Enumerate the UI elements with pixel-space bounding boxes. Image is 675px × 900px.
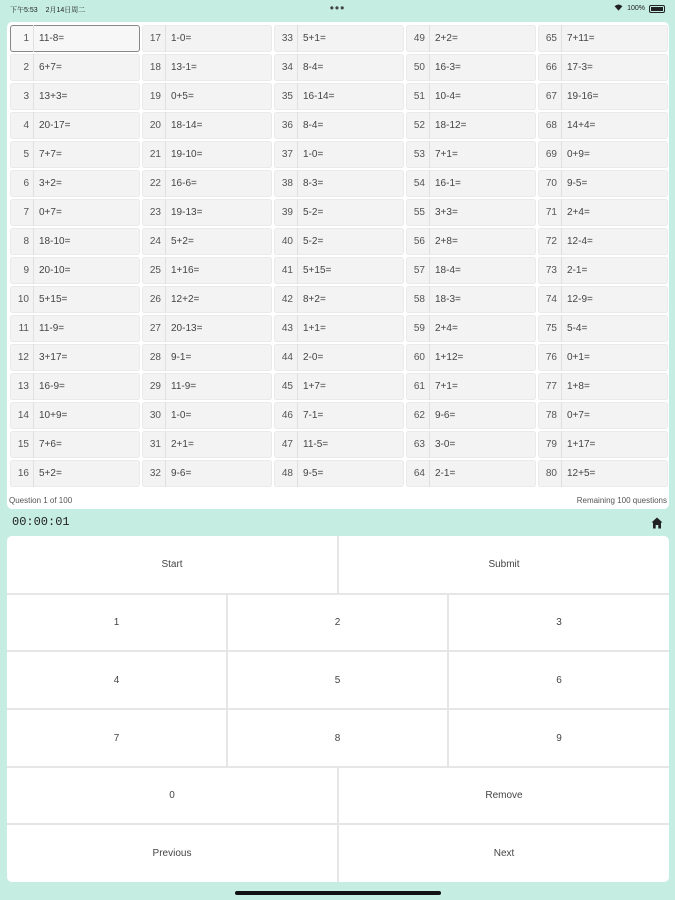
- previous-button[interactable]: Previous: [7, 825, 337, 882]
- question-number: 2: [10, 54, 34, 81]
- question-number: 71: [538, 199, 562, 226]
- question-text: 18-12=: [435, 120, 467, 131]
- question-number: 21: [142, 141, 166, 168]
- question-text: 0+9=: [567, 149, 590, 160]
- question-text: 2+4=: [435, 323, 458, 334]
- question-cell[interactable]: [10, 460, 140, 487]
- question-text: 9-6=: [435, 410, 456, 421]
- question-column: [9, 24, 141, 496]
- question-text: 13-1=: [171, 62, 197, 73]
- question-number: 9: [10, 257, 34, 284]
- question-counter: Question 1 of 100: [9, 496, 73, 505]
- start-button[interactable]: Start: [7, 536, 337, 593]
- question-text: 8-4=: [303, 62, 324, 73]
- question-cell[interactable]: [406, 199, 536, 226]
- question-cell[interactable]: [142, 460, 272, 487]
- question-cell[interactable]: [274, 54, 404, 81]
- question-number: 10: [10, 286, 34, 313]
- question-cell[interactable]: [406, 170, 536, 197]
- question-number: 30: [142, 402, 166, 429]
- question-text: 3+3=: [435, 207, 458, 218]
- question-number: 42: [274, 286, 298, 313]
- question-text: 1+16=: [171, 265, 200, 276]
- question-cell[interactable]: [142, 170, 272, 197]
- question-number: 68: [538, 112, 562, 139]
- question-cell[interactable]: [10, 228, 140, 255]
- question-text: 6+7=: [39, 62, 62, 73]
- question-text: 5-4=: [567, 323, 588, 334]
- question-text: 1+1=: [303, 323, 326, 334]
- question-text: 16-3=: [435, 62, 461, 73]
- question-cell[interactable]: [538, 54, 668, 81]
- question-number: 61: [406, 373, 430, 400]
- question-text: 1-0=: [171, 33, 192, 44]
- question-cell[interactable]: [538, 25, 668, 52]
- question-text: 8-4=: [303, 120, 324, 131]
- question-cell[interactable]: [10, 25, 140, 52]
- question-text: 9-6=: [171, 468, 192, 479]
- question-text: 11-8=: [39, 33, 65, 44]
- question-cell[interactable]: [142, 54, 272, 81]
- question-number: 29: [142, 373, 166, 400]
- question-text: 9-1=: [171, 352, 192, 363]
- question-cell[interactable]: [406, 373, 536, 400]
- question-number: 1: [10, 25, 34, 52]
- question-text: 5+1=: [303, 33, 326, 44]
- key-8[interactable]: 8: [228, 710, 447, 766]
- question-number: 53: [406, 141, 430, 168]
- remove-button[interactable]: Remove: [339, 768, 669, 823]
- key-2[interactable]: 2: [228, 595, 447, 650]
- question-number: 44: [274, 344, 298, 371]
- question-text: 5+2=: [171, 236, 194, 247]
- question-number: 76: [538, 344, 562, 371]
- question-text: 2-0=: [303, 352, 324, 363]
- question-number: 34: [274, 54, 298, 81]
- question-text: 11-9=: [39, 323, 65, 334]
- question-number: 70: [538, 170, 562, 197]
- question-cell[interactable]: [538, 373, 668, 400]
- question-text: 18-4=: [435, 265, 461, 276]
- question-text: 16-1=: [435, 178, 461, 189]
- question-number: 54: [406, 170, 430, 197]
- battery-icon: [649, 5, 665, 13]
- question-text: 0+5=: [171, 91, 194, 102]
- question-number: 3: [10, 83, 34, 110]
- question-cell[interactable]: [274, 25, 404, 52]
- question-text: 1-0=: [171, 410, 192, 421]
- question-cell[interactable]: [538, 286, 668, 313]
- question-number: 45: [274, 373, 298, 400]
- question-number: 36: [274, 112, 298, 139]
- question-number: 72: [538, 228, 562, 255]
- question-text: 18-3=: [435, 294, 461, 305]
- question-number: 4: [10, 112, 34, 139]
- question-cell[interactable]: [538, 83, 668, 110]
- question-text: 12-9=: [567, 294, 593, 305]
- question-cell[interactable]: [274, 170, 404, 197]
- question-cell[interactable]: [10, 141, 140, 168]
- question-cell[interactable]: [274, 460, 404, 487]
- question-cell[interactable]: [142, 25, 272, 52]
- question-cell[interactable]: [142, 373, 272, 400]
- question-number: 37: [274, 141, 298, 168]
- question-grid: [9, 24, 669, 496]
- question-number: 13: [10, 373, 34, 400]
- question-text: 16-6=: [171, 178, 197, 189]
- question-cell[interactable]: [10, 83, 140, 110]
- question-number: 19: [142, 83, 166, 110]
- question-text: 16-14=: [303, 91, 335, 102]
- timer: 00:00:01: [12, 515, 70, 529]
- question-cell[interactable]: [406, 54, 536, 81]
- question-number: 33: [274, 25, 298, 52]
- question-number: 22: [142, 170, 166, 197]
- question-number: 57: [406, 257, 430, 284]
- question-number: 50: [406, 54, 430, 81]
- question-cell[interactable]: [538, 170, 668, 197]
- question-text: 8-3=: [303, 178, 324, 189]
- question-cell[interactable]: [142, 286, 272, 313]
- question-cell[interactable]: [10, 112, 140, 139]
- question-number: 47: [274, 431, 298, 458]
- question-cell[interactable]: [10, 431, 140, 458]
- question-grid-panel: [7, 22, 669, 509]
- key-4[interactable]: 4: [7, 652, 226, 708]
- question-number: 51: [406, 83, 430, 110]
- key-5[interactable]: 5: [228, 652, 447, 708]
- battery-percent: 100%: [627, 5, 645, 12]
- question-text: 17-3=: [567, 62, 593, 73]
- question-cell[interactable]: [406, 460, 536, 487]
- multitasking-dots[interactable]: •••: [329, 1, 346, 15]
- question-cell[interactable]: [10, 199, 140, 226]
- question-cell[interactable]: [538, 344, 668, 371]
- status-time: 下午5:53: [10, 7, 38, 14]
- question-text: 16-9=: [39, 381, 65, 392]
- key-6[interactable]: 6: [449, 652, 669, 708]
- question-cell[interactable]: [538, 228, 668, 255]
- question-number: 55: [406, 199, 430, 226]
- question-number: 17: [142, 25, 166, 52]
- question-text: 10+9=: [39, 410, 68, 421]
- question-number: 73: [538, 257, 562, 284]
- question-number: 28: [142, 344, 166, 371]
- question-text: 5+2=: [39, 468, 62, 479]
- question-column: [537, 24, 669, 496]
- question-text: 3+2=: [39, 178, 62, 189]
- question-number: 41: [274, 257, 298, 284]
- key-7[interactable]: 7: [7, 710, 226, 766]
- question-cell[interactable]: [406, 228, 536, 255]
- key-9[interactable]: 9: [449, 710, 669, 766]
- key-3[interactable]: 3: [449, 595, 669, 650]
- question-number: 46: [274, 402, 298, 429]
- question-text: 11-5=: [303, 439, 329, 450]
- question-text: 0+1=: [567, 352, 590, 363]
- question-text: 1+7=: [303, 381, 326, 392]
- question-text: 9-5=: [567, 178, 588, 189]
- question-cell[interactable]: [142, 431, 272, 458]
- question-text: 19-10=: [171, 149, 203, 160]
- question-number: 62: [406, 402, 430, 429]
- question-number: 43: [274, 315, 298, 342]
- question-number: 48: [274, 460, 298, 487]
- question-text: 9-5=: [303, 468, 324, 479]
- question-text: 19-16=: [567, 91, 599, 102]
- question-cell[interactable]: [406, 344, 536, 371]
- question-text: 1+12=: [435, 352, 464, 363]
- question-number: 58: [406, 286, 430, 313]
- question-number: 6: [10, 170, 34, 197]
- question-number: 35: [274, 83, 298, 110]
- question-cell[interactable]: [406, 141, 536, 168]
- question-cell[interactable]: [10, 257, 140, 284]
- question-text: 20-17=: [39, 120, 71, 131]
- question-text: 13+3=: [39, 91, 68, 102]
- question-cell[interactable]: [406, 286, 536, 313]
- question-cell[interactable]: [274, 83, 404, 110]
- question-cell[interactable]: [10, 402, 140, 429]
- question-text: 2-1=: [435, 468, 456, 479]
- question-cell[interactable]: [538, 431, 668, 458]
- question-number: 65: [538, 25, 562, 52]
- question-cell[interactable]: [406, 431, 536, 458]
- question-text: 20-13=: [171, 323, 203, 334]
- question-cell[interactable]: [274, 112, 404, 139]
- question-number: 14: [10, 402, 34, 429]
- question-cell[interactable]: [10, 315, 140, 342]
- question-number: 7: [10, 199, 34, 226]
- question-cell[interactable]: [538, 257, 668, 284]
- question-text: 1+8=: [567, 381, 590, 392]
- question-cell[interactable]: [274, 141, 404, 168]
- question-column: [273, 24, 405, 496]
- question-text: 7+11=: [567, 33, 595, 44]
- question-column: [405, 24, 537, 496]
- question-number: 32: [142, 460, 166, 487]
- status-date: 2月14日周二: [45, 7, 86, 14]
- status-right: [614, 4, 665, 13]
- keypad: [7, 536, 669, 882]
- question-cell[interactable]: [10, 373, 140, 400]
- question-text: 0+7=: [39, 207, 62, 218]
- question-cell[interactable]: [10, 344, 140, 371]
- question-text: 7+7=: [39, 149, 62, 160]
- timer-row: [10, 513, 665, 531]
- question-number: 64: [406, 460, 430, 487]
- question-cell[interactable]: [10, 286, 140, 313]
- question-number: 24: [142, 228, 166, 255]
- question-text: 12-4=: [567, 236, 593, 247]
- question-text: 2+8=: [435, 236, 458, 247]
- question-cell[interactable]: [274, 199, 404, 226]
- question-number: 15: [10, 431, 34, 458]
- question-cell[interactable]: [274, 402, 404, 429]
- question-number: 38: [274, 170, 298, 197]
- question-number: 16: [10, 460, 34, 487]
- question-cell[interactable]: [142, 315, 272, 342]
- question-cell[interactable]: [406, 257, 536, 284]
- question-text: 5-2=: [303, 207, 324, 218]
- question-number: 59: [406, 315, 430, 342]
- question-text: 3-0=: [435, 439, 456, 450]
- question-text: 1-0=: [303, 149, 324, 160]
- question-cell[interactable]: [274, 257, 404, 284]
- question-number: 77: [538, 373, 562, 400]
- question-number: 23: [142, 199, 166, 226]
- home-indicator[interactable]: [235, 891, 441, 895]
- remaining-counter: Remaining 100 questions: [576, 496, 667, 505]
- key-1[interactable]: 1: [7, 595, 226, 650]
- question-cell[interactable]: [10, 54, 140, 81]
- question-text: 18-14=: [171, 120, 203, 131]
- question-number: 79: [538, 431, 562, 458]
- question-number: 11: [10, 315, 34, 342]
- question-number: 74: [538, 286, 562, 313]
- question-cell[interactable]: [538, 112, 668, 139]
- status-bar: [0, 0, 675, 18]
- question-number: 52: [406, 112, 430, 139]
- question-cell[interactable]: [274, 344, 404, 371]
- question-text: 18-10=: [39, 236, 71, 247]
- home-icon[interactable]: [651, 516, 663, 528]
- question-number: 31: [142, 431, 166, 458]
- question-number: 78: [538, 402, 562, 429]
- question-text: 10-4=: [435, 91, 461, 102]
- question-number: 40: [274, 228, 298, 255]
- question-text: 2+4=: [567, 207, 590, 218]
- question-cell[interactable]: [406, 402, 536, 429]
- question-number: 12: [10, 344, 34, 371]
- question-number: 18: [142, 54, 166, 81]
- question-text: 5+15=: [303, 265, 332, 276]
- question-column: [141, 24, 273, 496]
- question-number: 67: [538, 83, 562, 110]
- question-number: 20: [142, 112, 166, 139]
- question-text: 12+5=: [567, 468, 596, 479]
- question-cell[interactable]: [406, 25, 536, 52]
- question-number: 49: [406, 25, 430, 52]
- question-number: 25: [142, 257, 166, 284]
- question-cell[interactable]: [406, 83, 536, 110]
- question-text: 19-13=: [171, 207, 203, 218]
- question-text: 14+4=: [567, 120, 596, 131]
- question-cell[interactable]: [274, 373, 404, 400]
- question-text: 0+7=: [567, 410, 590, 421]
- question-cell[interactable]: [274, 286, 404, 313]
- next-button[interactable]: Next: [339, 825, 669, 882]
- question-cell[interactable]: [406, 315, 536, 342]
- question-cell[interactable]: [142, 83, 272, 110]
- question-cell[interactable]: [142, 402, 272, 429]
- question-cell[interactable]: [538, 315, 668, 342]
- question-number: 39: [274, 199, 298, 226]
- question-number: 5: [10, 141, 34, 168]
- question-number: 80: [538, 460, 562, 487]
- question-cell[interactable]: [10, 170, 140, 197]
- question-text: 3+17=: [39, 352, 68, 363]
- question-number: 27: [142, 315, 166, 342]
- submit-button[interactable]: Submit: [339, 536, 669, 593]
- question-number: 60: [406, 344, 430, 371]
- question-cell[interactable]: [274, 315, 404, 342]
- question-text: 11-9=: [171, 381, 197, 392]
- question-number: 26: [142, 286, 166, 313]
- question-cell[interactable]: [142, 112, 272, 139]
- question-cell[interactable]: [274, 431, 404, 458]
- question-text: 2+1=: [171, 439, 194, 450]
- question-cell[interactable]: [538, 199, 668, 226]
- key-0[interactable]: 0: [7, 768, 337, 823]
- question-number: 75: [538, 315, 562, 342]
- wifi-icon: [614, 4, 623, 13]
- question-text: 2-1=: [567, 265, 588, 276]
- question-number: 69: [538, 141, 562, 168]
- question-text: 7+1=: [435, 381, 458, 392]
- question-text: 5+15=: [39, 294, 68, 305]
- question-number: 66: [538, 54, 562, 81]
- question-number: 8: [10, 228, 34, 255]
- question-number: 63: [406, 431, 430, 458]
- question-text: 7+6=: [39, 439, 62, 450]
- question-text: 7-1=: [303, 410, 324, 421]
- question-cell[interactable]: [406, 112, 536, 139]
- question-cell[interactable]: [538, 141, 668, 168]
- question-cell[interactable]: [142, 228, 272, 255]
- question-text: 5-2=: [303, 236, 324, 247]
- question-text: 12+2=: [171, 294, 200, 305]
- question-number: 56: [406, 228, 430, 255]
- question-cell[interactable]: [142, 199, 272, 226]
- question-cell[interactable]: [142, 141, 272, 168]
- question-text: 1+17=: [567, 439, 596, 450]
- question-text: 8+2=: [303, 294, 326, 305]
- question-text: 20-10=: [39, 265, 71, 276]
- question-cell[interactable]: [142, 257, 272, 284]
- question-cell[interactable]: [274, 228, 404, 255]
- question-cell[interactable]: [142, 344, 272, 371]
- question-text: 2+2=: [435, 33, 458, 44]
- question-cell[interactable]: [538, 460, 668, 487]
- question-text: 7+1=: [435, 149, 458, 160]
- question-cell[interactable]: [538, 402, 668, 429]
